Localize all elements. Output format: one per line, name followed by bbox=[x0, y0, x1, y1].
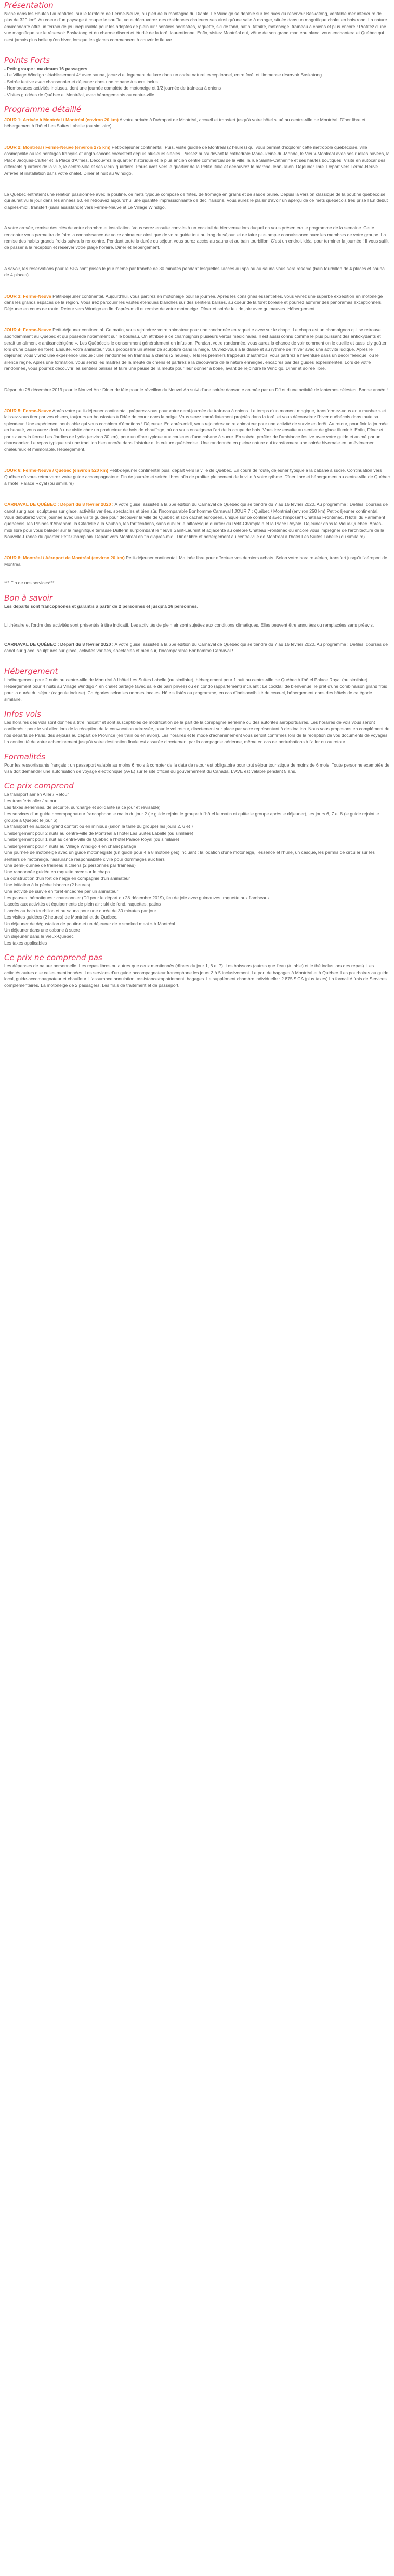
points-forts-item: - Soirée festive avec chansonnier et déjeuner dans une cabane à sucre inclus bbox=[4, 79, 158, 84]
day-block bbox=[4, 407, 390, 453]
day-text: Départ du 28 décembre 2019 pour le Nouvel An : Dîner de fête pour le réveillon du Nouvel An suivi d'une soirée dansante animée par un DJ et d'une activité de lanternes célestes. Bonne année ! bbox=[4, 387, 388, 392]
list-item: Un déjeuner dans le Vieux-Québec bbox=[4, 934, 74, 939]
list-item: Le transport en autocar grand confort ou en minibus (selon la taille du groupe) les jours 2, 6 et 7 bbox=[4, 824, 194, 830]
day-block bbox=[4, 555, 390, 568]
carnaval-text: A votre guise, assistez à la 66e édition du Carnaval de Québec qui se tiendra du 7 au 16 février 2020. Au programme : Défilés, courses de canot sur glace, sculptures sur glace, activités variées, spectacles et bien sûr, l'incomparable Bonhomme Carnaval ! bbox=[4, 641, 388, 653]
day-text: A votre arrivée, remise des clés de votre chambre et installation. Vous serez ensuite conviés à un cocktail de bienvenue lors duquel on vous présentera le programme de la semaine. Cette rencontre vous permettra de faire la connaissance de votre animateur ainsi que de votre guide tout au long du séjour, et de faire plus ample connaissance avec les membres de votre groupe. La remise des habits grands froids suivra la rencontre. Pendant toute la durée du séjour, vous aurez accès au sauna et au bain tourbillon. C'est un endroit idéal pour terminer la journée ! Il vous suffit de passer à la réception et réserver votre plage horaire. Dîner et hébergement. bbox=[4, 225, 389, 250]
list-item: Les taxes applicables bbox=[4, 940, 47, 946]
list-item: Les services d'un guide accompagnateur francophone le matin du jour 2 (le guide rejoint le groupe à l'hôtel le matin et quitte le groupe après le déjeuner), les jours 6, 7 et 8 (le guide rejoint le groupe à Québec le jour 6) bbox=[4, 811, 379, 823]
list-item: L'hébergement pour 4 nuits au Village Windigo 4 en chalet partagé bbox=[4, 843, 136, 849]
day-block bbox=[4, 144, 390, 176]
hebergement-text: L'hébergement pour 2 nuits au centre-ville de Montréal à l'hôtel Les Suites Labelle (ou similaire), hébergement pour 1 nuit au centre-ville de Québec à l'hôtel Palace Royal (ou similaire). Hébergement pour 4 nuits au Village Windigo 4 en chalet partagé (avec salle de bain privée) ou en condo (appartement) incluant : Le cocktail de bienvenue, le prêt d'une combinaison grand froid pour la durée du séjour (cagoule incluse). Catégories selon les normes locales. Hôtels listés ou programme, en cas d'indisponibilité de ceux-ci, hébergement dans des hôtels de catégorie similaire. bbox=[4, 677, 388, 702]
bon-a-savoir-text: L'itinéraire et l'ordre des activités sont présentés à titre indicatif. Les activités de plein air sont sujettes aux conditions climatiques. Elles peuvent être annulées ou remplacées sans préavis. bbox=[4, 622, 374, 628]
day-note bbox=[4, 387, 390, 393]
day-title: JOUR 1: Arrivée à Montréal / Montréal (environ 20 km) bbox=[4, 117, 119, 123]
day-title: JOUR 5: Ferme-Neuve bbox=[4, 408, 51, 414]
day-title: JOUR 6: Ferme-Neuve / Québec (environ 520 km) bbox=[4, 467, 109, 473]
day-note bbox=[4, 265, 390, 278]
points-forts-item: - Le Village Windigo : établissement 4* avec sauna, jacuzzi et logement de luxe dans un cadre naturel exceptionnel, entre forêt et l'immense réservoir Baskatong bbox=[4, 72, 322, 78]
prix-comprend-list bbox=[4, 791, 390, 946]
list-item: L'hébergement pour 1 nuit au centre-ville de Québec à l'hôtel Palace Royal (ou similaire) bbox=[4, 837, 179, 843]
list-item: Une journée de motoneige avec un guide motoneigiste (un guide pour 4 à 8 motoneiges) incluant : la location d'une motoneige, l'essence et l'huile, un casque, les permis de circuler sur les sentiers de motoneige, l'assurance responsabilité civile pour dommages aux tiers bbox=[4, 850, 375, 862]
list-item: Le transport aérien Aller / Retour bbox=[4, 792, 69, 797]
prix-ne-comprend-pas-heading: Ce prix ne comprend pas bbox=[4, 953, 102, 963]
list-item: Une demi-journée de traîneau à chiens (2 personnes par traîneau) bbox=[4, 862, 136, 868]
day-text: Petit-déjeuner continental puis, départ vers la ville de Québec. En cours de route, déjeuner typique à la cabane à sucre. Continuation vers Québec où vous retrouverez votre guide accompagnateur. Fin de journée et soirée libres afin de profiter pleinement de la ville à votre rythme. Dîner libre et hébergement au centre-ville de Québec à l'hôtel Palace Royal (ou similaire) bbox=[4, 467, 390, 486]
points-forts-heading: Points Forts bbox=[4, 56, 50, 66]
prix-comprend-heading: Ce prix comprend bbox=[4, 781, 74, 791]
presentation-text: Niché dans les Hautes Laurentides, sur le territoire de Ferme-Neuve, au pied de la montagne du Diable, Le Windigo se déploie sur les rives du réservoir Baskatong, véritable mer intérieure de plus de 320 km². Au coeur d'un paysage à couper le souffle, vous découvrirez des résidences chaleureuses ainsi qu'une salle à manger, située dans un magnifique chalet en bois rond. La nature environnante offre un terrain de jeu inépuisable pour les adeptes de plein air : sentiers pédestres, raquette, ski de fond, patin, fatbike, motoneige, traîneau à chiens et plus encore ! Profitez d'une vue magnifique sur le réservoir Baskatong et du charme discret et étudié de la forêt laurentienne. Enfin, visitez Montréal qui, vêtue de son grand manteau blanc, vous enchantera et Québec qui n'est jamais plus belle qu'en hiver, lorsque les glaces commencent à couvrir le fleuve. bbox=[4, 11, 387, 42]
day-text: Après votre petit-déjeuner continental, préparez-vous pour votre demi-journée de traîneau à chiens. Le temps d'un moment magique, transformez-vous en « musher » et laissez-vous tirer par vos chiens, toujours enthousiastes à l'idée de courir dans la neige. Vous serez immédiatement projetés dans la forêt et vous découvrirez l'hiver québécois dans toute sa splendeur. Une expérience inoubliable qui vous comblera d'émotions ! Déjeuner. En après-midi, vous rejoindrez votre animateur pour une activité de survie en forêt. Au retour, pour finir la journée en beauté, vous aurez droit à une visite chez un producteur de bois de chauffage, où on vous enseignera l'art de la coupe de bois. Vous irez ensuite au sentier de glace illuminé. Enfin, Dîner et partez vers la ferme Les Jardins de Lydia (environ 30 km), pour un dîner typique aux couleurs d'une cabane à sucre. En soirée, profitez de l'ambiance festive avec votre guide et animé par un chansonnier. Le repas typique est une tradition bien ancrée dans l'histoire et la culture québécoise. Une randonnée en pleine nature qui transformera une soirée hivernale en un événement chaleureux et mémorable. Hébergement. bbox=[4, 408, 388, 452]
bon-a-savoir-intro: Les départs sont francophones et garantis à partir de 2 personnes et jusqu'à 16 personnes. bbox=[4, 603, 199, 609]
points-forts-item: - Nombreuses activités incluses, dont une journée complète de motoneige et 1/2 journée de traîneau à chiens bbox=[4, 85, 221, 91]
day-text: A votre guise, assistez à la 66e édition du Carnaval de Québec qui se tiendra du 7 au 16 février 2020. Au programme : Défilés, courses de canot sur glace, sculptures sur glace, activités variées, spectacles et bien sûr, l'incomparable Bonhomme Carnaval ! JOUR 7 : Québec / Montréal (environ 250 km) Petit-déjeuner continental. Vous débuterez votre journée avec une visite guidée pour découvrir la ville de Québec et son cachet européen, unique sur ce continent avec l'imposant Château Frontenac, l'Hôtel du Parlement québécois, les Plaines d'Abraham, la Citadelle à la Vauban, les fortifications, sans oublier le pittoresque quartier du Petit-Champlain et la Place Royale. Déjeuner dans le Vieux-Québec. Après-midi libre pour vous balader sur la magnifique terrasse Dufferin surplombant le fleuve Saint-Laurent et adjacente au célèbre Château Frontenac ou encore vous imprégner de l'architecture de la Nouvelle-France du quartier Petit-Champlain. Départ vers Montréal en fin d'après-midi. Dîner libre et hébergement au centre-ville de Montréal à l'hôtel Les Suites Labelle (ou similaire) bbox=[4, 502, 388, 540]
points-forts-item: - Petit groupe : maximum 16 passagers bbox=[4, 66, 87, 72]
day-block bbox=[4, 467, 390, 487]
list-item: Les visites guidées (2 heures) de Montréal et de Québec, bbox=[4, 914, 118, 920]
day-block bbox=[4, 327, 390, 372]
day-note bbox=[4, 191, 390, 210]
programme-heading: Programme détaillé bbox=[4, 105, 82, 114]
day-text: A votre arrivée à l'aéroport de Montréal, accueil et transfert jusqu'à votre hôtel situé au centre-ville de Montréal. Dîner libre et hébergement à l'hôtel Les Suites Labelle (ou similaire) bbox=[4, 117, 366, 129]
bon-a-savoir-heading: Bon à savoir bbox=[4, 593, 53, 603]
hebergement-heading: Hébergement bbox=[4, 667, 58, 677]
day-title: JOUR 4: Ferme-Neuve bbox=[4, 327, 51, 333]
day-text: Petit-déjeuner continental. Aujourd'hui, vous partirez en motoneige pour la journée. Après les consignes essentielles, vous vivrez une superbe expédition en motoneige dans les grands espaces de la région. Vous irez parcourir les vastes étendues blanches sur des sentiers balisés, au coeur de la forêt boréale et pourrez admirer des panoramas exceptionnels. Déjeuner en cours de route. Retour vers Windigo en fin d'après-midi et remise de votre motoneige. Dîner et soirée feu de joie avec guimauves. Hébergement. bbox=[4, 293, 383, 312]
prix-ne-comprend-pas-text: Les dépenses de nature personnelle. Les repas libres ou autres que ceux mentionnés (dîners du jour 1, 6 et 7). Les boissons (autres que l'eau (à table) et le thé inclus lors des repas). Les activités autres que celles mentionnées. Les services d'un guide accompagnateur francophone les jours 3 à 5 inclusivement. Le port de bagages à Montréal et à Québec. Les pourboires au guide local, guide-accompagnateur et chauffeur. L'assurance annulation, assistance/rapatriement, bagages. Le supplément chambre individuelle : 2 875 $ CA (plus taxes) La formalité frais de Services complémentaires. La motoneige de 2 passagers. Les frais de traitement et de passeport. bbox=[4, 963, 389, 988]
presentation-heading: Présentation bbox=[4, 1, 54, 10]
list-item: L'accès au bain tourbillon et au sauna pour une durée de 30 minutes par jour bbox=[4, 908, 156, 913]
list-item: L'hébergement pour 2 nuits au centre-ville de Montréal à l'hôtel Les Suites Labelle (ou similaire) bbox=[4, 830, 193, 836]
day-title: CARNAVAL DE QUÉBEC : Départ du 8 février 2020 : bbox=[4, 502, 114, 507]
list-item: Une initiation à la pêche blanche (2 heures) bbox=[4, 882, 90, 888]
day-text: Petit-déjeuner continental. Puis, visite guidée de Montréal (2 heures) qui vous permet d'explorer cette métropole québécoise, ville cosmopolite où les héritages français et anglo-saxons coexistent depuis plusieurs siècles. Passez aussi devant la cathédrale Marie-Reine-du-Monde, le Vieux-Montréal avec ses ruelles pavées, la Place Jacques-Cartier et la Place d'Armes. Découvrez le quartier historique et le plus ancien centre commercial de la ville, la rue Sainte-Catherine et ses hautes boutiques. Visite en autocar des différents quartiers de la ville, le centre-ville et ses vieux quartiers. Poursuivez vers le quartier de la Petite Italie et découvrez le marché Jean-Talon. Déjeuner libre. Départ vers Ferme-Neuve. Arrivée et installation dans votre chalet. Dîner et nuit au Windigo. bbox=[4, 144, 390, 176]
document-page bbox=[0, 0, 394, 989]
infos-vols-text: Les horaires des vols sont donnés à titre indicatif et sont susceptibles de modification de la part de la compagnie aérienne ou des autorités aéroportuaires. Les horaires de vols vous seront confirmés : pour le vol aller, lors de la réception de la convocation adressée, pour le vol retour, directement sur place par votre représentant à destination. Nous vous proposons en complément de nos départs de Paris, des séjours au départ de Province (en train ou en avion). Les horaires et le mode d'acheminement vous seront confirmés lors de la réception de vos documents de voyages. La continuité de votre acheminement jusqu'à votre destination finale est assurée directement par la compagnie aérienne, même en cas de perturbations à l'aller ou au retour. bbox=[4, 720, 390, 745]
end-of-services-note: *** Fin de nos services*** bbox=[4, 580, 55, 586]
list-item: La construction d'un fort de neige en compagnie d'un animateur bbox=[4, 875, 130, 881]
carnaval-title: CARNAVAL DE QUÉBEC : Départ du 8 février 2020 : bbox=[4, 641, 114, 647]
day-text: Petit-déjeuner continental. Ce matin, vous rejoindrez votre animateur pour une randonnée en raquette avec sur le chapo. Le chapo est un champignon qui se retrouve abondamment au Québec et qui possède notamment sur le bouleau. On attribue à ce champignon plusieurs vertus médicinales. Il est aussi connu comme le plus puissant des antioxydants et serait un aliment « anticancérigène ». Les Québécois le consomment généralement en infusion. Pendant votre randonnée, vous aurez la chance de voir comment on le cueille et aussi d'y goûter lors d'une pause en forêt. Ensuite, votre animateur vous proposera un atelier de sculpture dans la neige. Ouvrez-vous à la danse et au rythme de l'hiver avec une activité ludique. Après le déjeuner, vous vivrez une expérience unique : une randonnée en traîneau à chiens (2 heures). Tels les premiers trappeurs d'autrefois, vous partirez à l'aventure dans un décor féerique, où le silence règne. Après une formation, vous serez les maîtres de la meute de chiens et partirez à la découverte de la nature enneigée, encadrés par des guides expérimentés. Lors de votre randonnée, vous pourrez découvrir les sentiers balisés et faire une pause de la meute pour leur donner à boire, avant de rejoindre le Windigo. Dîner et soirée libre. bbox=[4, 327, 387, 372]
day-title: JOUR 8: Montréal / Aéroport de Montréal (environ 20 km) bbox=[4, 555, 125, 560]
infos-vols-heading: Infos vols bbox=[4, 709, 42, 719]
points-forts-list bbox=[4, 66, 390, 98]
day-block bbox=[4, 501, 390, 540]
list-item: Un déjeuner de dégustation de poutine et un déjeuner de « smoked meat » à Montréal bbox=[4, 921, 175, 926]
day-title: JOUR 3: Ferme-Neuve bbox=[4, 293, 51, 299]
points-forts-item: - Visites guidées de Québec et Montréal, avec hébergements au centre-ville bbox=[4, 92, 154, 97]
list-item: Les transferts aller / retour bbox=[4, 798, 57, 804]
day-block bbox=[4, 117, 390, 130]
day-note bbox=[4, 225, 390, 251]
list-item: L'accès aux activités et équipements de plein air : ski de fond, raquettes, patins bbox=[4, 901, 161, 907]
day-title: JOUR 2: Montréal / Ferme-Neuve (environ 275 km) bbox=[4, 144, 111, 150]
list-item: Une randonnée guidée en raquette avec sur le chapo bbox=[4, 869, 110, 875]
day-text: Le Québec entretient une relation passionnée avec la poutine, ce mets typique composé de frites, de fromage en grains et de sauce brune. Depuis la version classique de la poutine québécoise qui aurait vu le jour dans les années 60, en retrouvez aujourd'hui une quantité impressionnante de déclinaisons. Vous aurez le plaisir d'avoir un aperçu de ce mets québécois très prisé ! En début d'après-midi, transfert (sans assistance) vers Ferme-Neuve et Le Village Windigo. bbox=[4, 191, 388, 210]
formalites-heading: Formalités bbox=[4, 751, 46, 761]
day-block bbox=[4, 293, 390, 312]
list-item: Un déjeuner dans une cabane à sucre bbox=[4, 927, 80, 933]
list-item: Les pauses thématiques : chansonnier (DJ pour le départ du 28 décembre 2019), feu de joie avec guimauves, raquette aux flambeaux bbox=[4, 895, 270, 900]
formalites-text: Pour les ressortissants français : un passeport valable au moins 6 mois à compter de la date de retour est obligatoire pour tout séjour touristique de moins de 6 mois. Toute personne exemptée de visa doit demander une autorisation de voyage électronique (AVE) sur le site officiel du gouvernement du Canada. L'AVE est valable pendant 5 ans. bbox=[4, 762, 390, 774]
list-item: Les taxes aériennes, de sécurité, surcharge et solidarité (à ce jour et révisable) bbox=[4, 805, 161, 810]
list-item: Une activité de survie en forêt encadrée par un animateur bbox=[4, 888, 119, 894]
day-text: A savoir, les réservations pour le SPA sont prises le jour même par tranche de 30 minutes pendant lesquelles l'accès au spa ou au sauna vous sera réservé (bain tourbillon de 4 places et sauna de 4 places). bbox=[4, 265, 385, 278]
day-text: Petit-déjeuner continental. Matinée libre pour effectuer vos derniers achats. Selon votre horaire aérien, transfert jusqu'à l'aéroport de Montréal. bbox=[4, 555, 387, 567]
